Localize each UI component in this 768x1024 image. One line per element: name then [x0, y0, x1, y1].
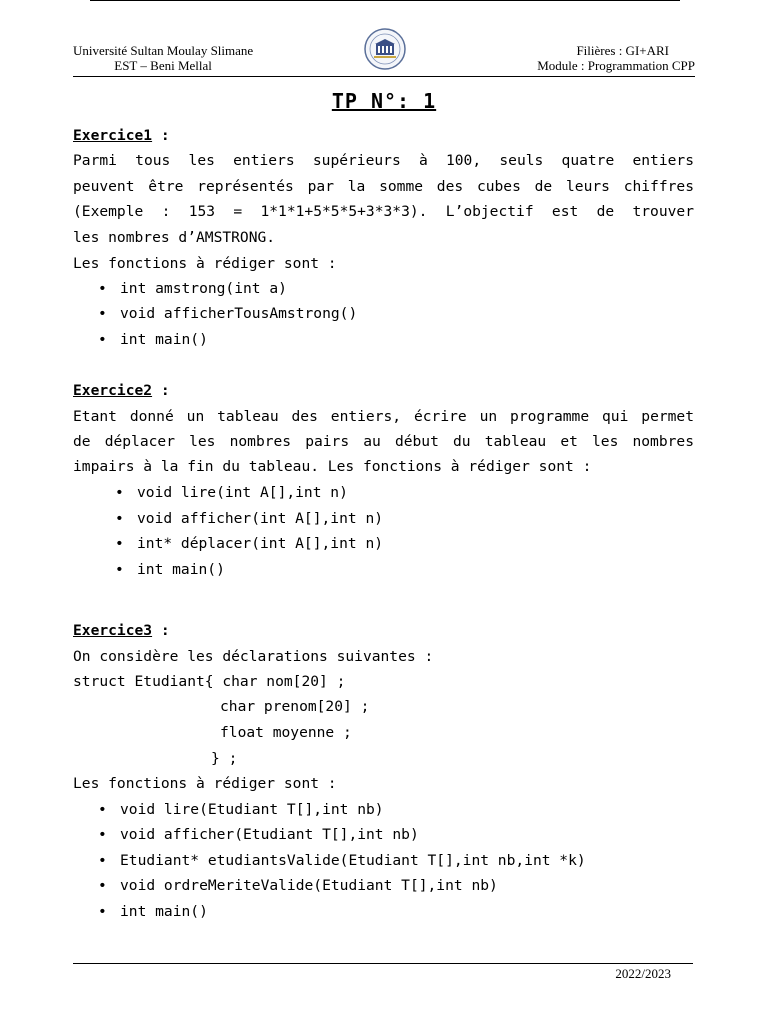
- function-signature: void ordreMeriteValide(Etudiant T[],int nb): [120, 877, 498, 894]
- exercise1-heading-colon: :: [152, 127, 170, 144]
- function-signature: void afficherTousAmstrong(): [120, 305, 358, 322]
- exercise1-paragraph-line: (Exemple : 153 = 1*1*1+5*5*5+3*3*3). L’objectif est de trouver: [73, 203, 694, 220]
- exercise1-paragraph-line: Parmi tous les entiers supérieurs à 100, seuls quatre entiers: [73, 152, 694, 169]
- page-header: [73, 42, 695, 77]
- function-signature: Etudiant* etudiantsValide(Etudiant T[],int nb,int *k): [120, 852, 586, 869]
- university-seal-icon: [363, 27, 407, 71]
- bullet-icon: •: [98, 305, 107, 322]
- module-label: Module : Programmation CPP: [537, 58, 695, 73]
- list-item: [115, 484, 348, 502]
- academic-year: 2022/2023: [615, 966, 671, 981]
- exercise1-paragraph-line: peuvent être représentés par la somme des cubes de leurs chiffres: [73, 178, 694, 195]
- bullet-icon: •: [98, 826, 107, 843]
- exercise1-heading-text: Exercice1: [73, 127, 153, 144]
- bullet-icon: •: [98, 877, 107, 894]
- code-line: float moyenne ;: [220, 724, 352, 741]
- code-line: struct Etudiant{ char nom[20] ;: [73, 673, 346, 690]
- exercise2-paragraph-line: impairs à la fin du tableau. Les fonctions à rédiger sont :: [73, 458, 592, 475]
- list-item: [98, 826, 419, 844]
- list-item: [98, 877, 498, 895]
- exercise2-heading-text: Exercice2: [73, 382, 153, 399]
- bullet-icon: •: [98, 801, 107, 818]
- code-line: char prenom[20] ;: [220, 698, 370, 715]
- header-left: [73, 43, 253, 73]
- bullet-icon: •: [115, 484, 124, 501]
- exercise3-functions-intro: Les fonctions à rédiger sont :: [73, 775, 337, 792]
- list-item: [98, 305, 358, 323]
- bullet-icon: •: [115, 535, 124, 552]
- list-item: [98, 852, 586, 870]
- code-line: } ;: [211, 750, 238, 767]
- list-item: [115, 535, 384, 553]
- list-item: [115, 510, 384, 528]
- university-name: Université Sultan Moulay Slimane: [73, 43, 254, 58]
- program-label: Filières : GI+ARI: [576, 43, 669, 58]
- exercise2-paragraph-line: de déplacer les nombres pairs au début du tableau et les nombres: [73, 433, 694, 450]
- bullet-icon: •: [98, 852, 107, 869]
- bullet-icon: •: [98, 331, 107, 348]
- exercise3-paragraph-line: On considère les déclarations suivantes :: [73, 648, 434, 665]
- function-signature: int* déplacer(int A[],int n): [137, 535, 384, 552]
- exercise2-heading-colon: :: [152, 382, 170, 399]
- footer-rule: [73, 963, 693, 964]
- exercise2-heading: [73, 382, 170, 400]
- list-item: [98, 280, 287, 298]
- list-item: [98, 801, 384, 819]
- function-signature: int main(): [120, 903, 208, 920]
- exercise3-heading-colon: :: [152, 622, 170, 639]
- bullet-icon: •: [115, 510, 124, 527]
- function-signature: int main(): [137, 561, 225, 578]
- bullet-icon: •: [115, 561, 124, 578]
- bullet-icon: •: [98, 280, 107, 297]
- top-rule: [90, 0, 680, 1]
- exercise3-heading-text: Exercice3: [73, 622, 153, 639]
- exercise1-heading: [73, 127, 170, 145]
- function-signature: void afficher(int A[],int n): [137, 510, 384, 527]
- header-right: [537, 43, 695, 73]
- function-signature: int main(): [120, 331, 208, 348]
- list-item: [98, 903, 208, 921]
- list-item: [115, 561, 225, 579]
- school-name: EST – Beni Mellal: [114, 58, 212, 73]
- exercise1-paragraph-line: les nombres d’AMSTRONG.: [73, 229, 276, 246]
- exercise1-functions-intro: Les fonctions à rédiger sont :: [73, 255, 337, 272]
- function-signature: void afficher(Etudiant T[],int nb): [120, 826, 419, 843]
- page-title: TP N°: 1: [331, 89, 437, 113]
- list-item: [98, 331, 208, 349]
- exercise3-heading: [73, 622, 170, 640]
- function-signature: void lire(int A[],int n): [137, 484, 348, 501]
- function-signature: int amstrong(int a): [120, 280, 287, 297]
- exercise2-paragraph-line: Etant donné un tableau des entiers, écrire un programme qui permet: [73, 408, 694, 425]
- function-signature: void lire(Etudiant T[],int nb): [120, 801, 384, 818]
- bullet-icon: •: [98, 903, 107, 920]
